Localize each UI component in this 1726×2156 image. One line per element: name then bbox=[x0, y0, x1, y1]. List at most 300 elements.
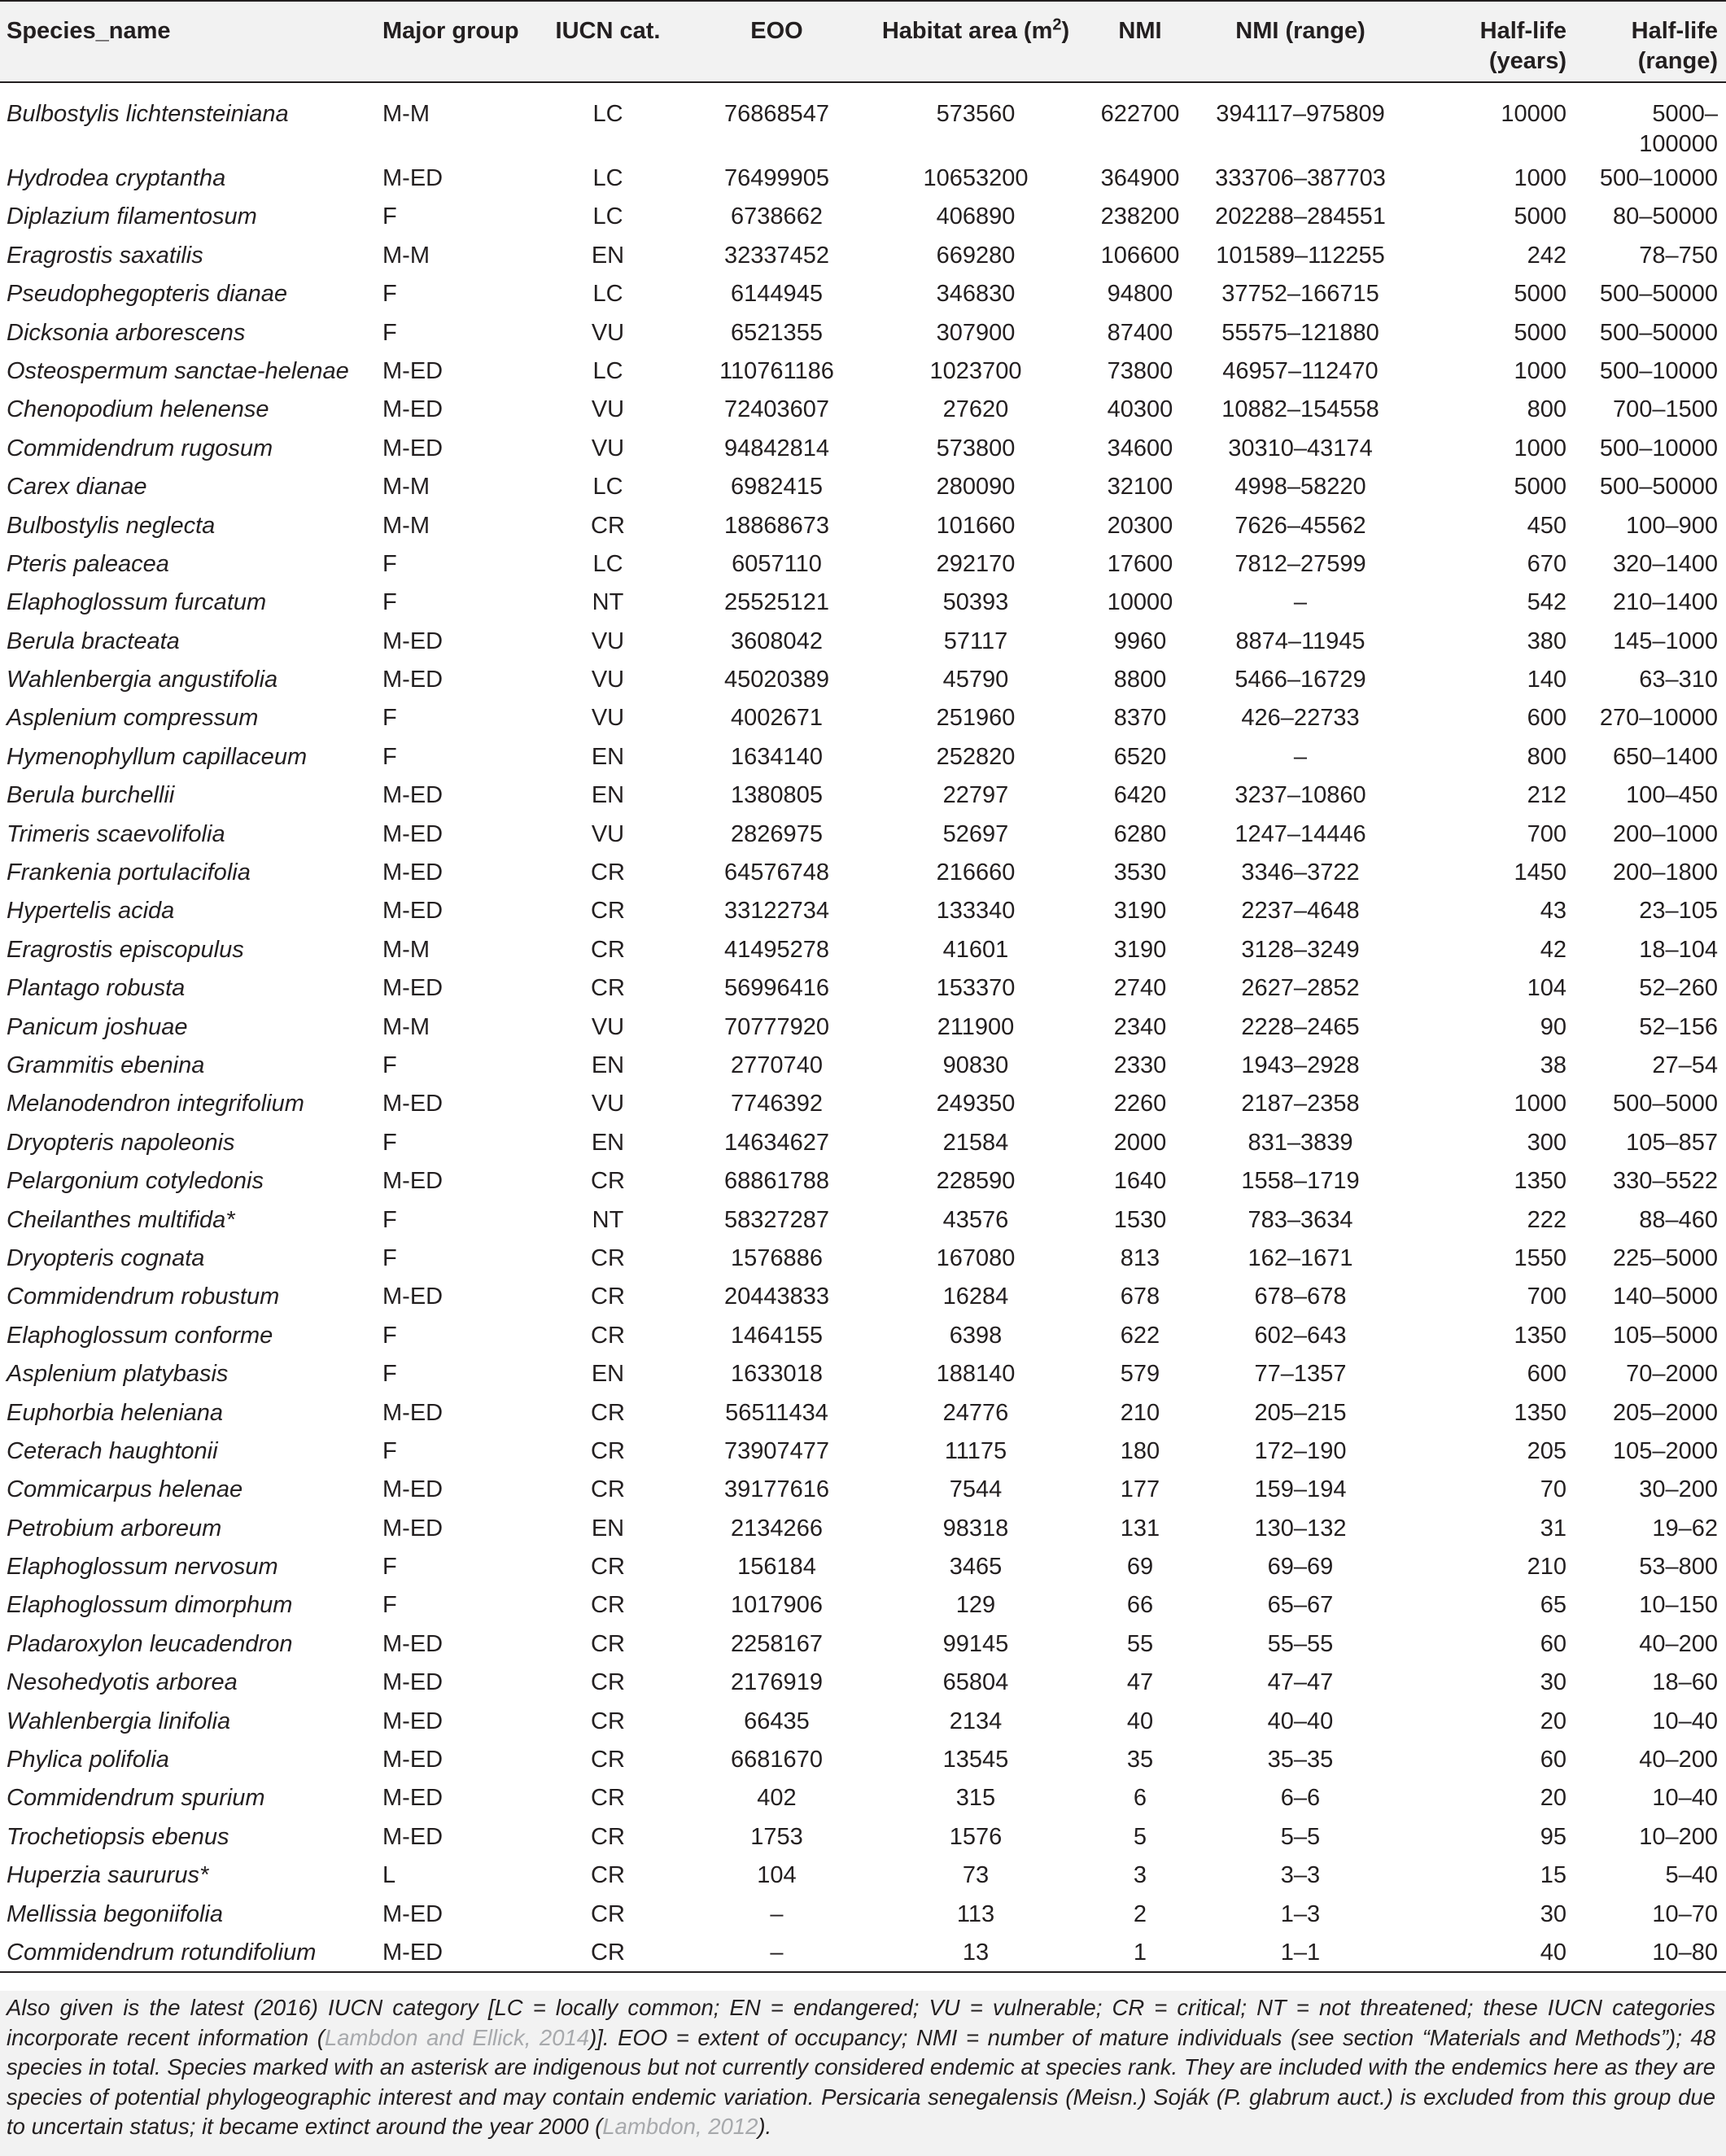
species-name-cell: Dryopteris cognata bbox=[7, 1244, 205, 1271]
half-life-years-cell: 1450 bbox=[1514, 859, 1567, 886]
col-nmi-range: NMI (range) bbox=[1235, 18, 1366, 44]
eoo-cell: 70777920 bbox=[723, 1013, 830, 1040]
species-name-cell: Commidendrum rotundifolium bbox=[7, 1939, 317, 1966]
nmi-cell: 3530 bbox=[1113, 859, 1167, 886]
half-life-range-cell: 80–50000 bbox=[1612, 203, 1718, 230]
nmi-cell: 813 bbox=[1120, 1244, 1160, 1271]
half-life-years-cell: 5000 bbox=[1514, 281, 1567, 308]
species-name-cell: Eragrostis saxatilis bbox=[7, 242, 203, 269]
table-row bbox=[0, 1664, 1726, 1702]
nmi-range-cell: 3237–10860 bbox=[1234, 782, 1366, 809]
half-life-years-cell: 600 bbox=[1527, 1361, 1567, 1388]
half-life-range-cell: 40–200 bbox=[1639, 1747, 1718, 1773]
major-group-cell: F bbox=[382, 705, 397, 732]
nmi-cell: 87400 bbox=[1107, 319, 1173, 346]
half-life-range-cell: 700–1500 bbox=[1612, 396, 1718, 423]
half-life-years-cell: 1000 bbox=[1514, 357, 1567, 384]
habitat-area-cell: 90830 bbox=[942, 1052, 1009, 1078]
major-group-cell: F bbox=[382, 1592, 397, 1619]
nmi-cell: 6520 bbox=[1113, 743, 1167, 770]
eoo-cell: 1464155 bbox=[731, 1322, 823, 1349]
species-name-cell: Wahlenbergia angustifolia bbox=[7, 667, 278, 693]
nmi-cell: 6420 bbox=[1113, 782, 1167, 809]
species-name-cell: Plantago robusta bbox=[7, 975, 186, 1002]
nmi-cell: 131 bbox=[1120, 1515, 1160, 1542]
table-row bbox=[0, 1317, 1726, 1355]
habitat-area-cell: 188140 bbox=[936, 1361, 1016, 1388]
table-row bbox=[0, 507, 1726, 545]
iucn-cat-cell: LC bbox=[592, 357, 623, 384]
eoo-cell: 41495278 bbox=[723, 936, 830, 963]
major-group-cell: M-ED bbox=[382, 782, 444, 809]
nmi-cell: 210 bbox=[1120, 1399, 1160, 1426]
eoo-cell: 32337452 bbox=[723, 242, 830, 269]
major-group-cell: M-ED bbox=[382, 1900, 444, 1927]
half-life-years-cell: 65 bbox=[1540, 1592, 1567, 1619]
nmi-cell: 6 bbox=[1133, 1785, 1147, 1812]
nmi-cell: 94800 bbox=[1107, 281, 1173, 308]
iucn-cat-cell: CR bbox=[591, 859, 625, 886]
table-row bbox=[0, 430, 1726, 468]
iucn-cat-cell: CR bbox=[591, 1399, 625, 1426]
habitat-area-cell: 167080 bbox=[936, 1244, 1016, 1271]
species-name-cell: Grammitis ebenina bbox=[7, 1052, 205, 1078]
habitat-area-cell: 1023700 bbox=[929, 357, 1022, 384]
eoo-cell: 25525121 bbox=[723, 589, 830, 616]
iucn-cat-cell: CR bbox=[591, 975, 625, 1002]
species-name-cell: Chenopodium helenense bbox=[7, 396, 269, 423]
nmi-cell: 2260 bbox=[1113, 1091, 1167, 1117]
habitat-area-cell: 43576 bbox=[942, 1206, 1009, 1233]
half-life-range-cell: 140–5000 bbox=[1612, 1284, 1718, 1310]
eoo-cell: 110761186 bbox=[719, 357, 834, 384]
nmi-range-cell: 2187–2358 bbox=[1241, 1091, 1360, 1117]
species-name-cell: Eragrostis episcopulus bbox=[7, 936, 244, 963]
half-life-range-cell: 500–5000 bbox=[1612, 1091, 1718, 1117]
species-name-cell: Trochetiopsis ebenus bbox=[7, 1823, 229, 1850]
species-name-cell: Commidendrum robustum bbox=[7, 1284, 280, 1310]
half-life-range-cell: 145–1000 bbox=[1612, 628, 1718, 654]
major-group-cell: M-ED bbox=[382, 1939, 444, 1966]
half-life-range-cell: 10–80 bbox=[1652, 1939, 1718, 1966]
iucn-cat-cell: VU bbox=[591, 319, 625, 346]
iucn-cat-cell: CR bbox=[591, 1747, 625, 1773]
iucn-cat-cell: CR bbox=[591, 1284, 625, 1310]
habitat-area-cell: 251960 bbox=[936, 705, 1016, 732]
species-name-cell: Elaphoglossum nervosum bbox=[7, 1554, 278, 1581]
eoo-cell: 33122734 bbox=[723, 898, 830, 925]
eoo-cell: 1576886 bbox=[731, 1244, 823, 1271]
nmi-range-cell: 394117–975809 bbox=[1216, 101, 1385, 127]
nmi-cell: 10000 bbox=[1107, 589, 1173, 616]
half-life-range-cell: 200–1800 bbox=[1612, 859, 1718, 886]
nmi-cell: 2 bbox=[1133, 1900, 1147, 1927]
citation-link[interactable]: Lambdon and Ellick, 2014 bbox=[324, 2024, 590, 2050]
half-life-range-cell: 70–2000 bbox=[1626, 1361, 1718, 1388]
half-life-years-cell: 222 bbox=[1527, 1206, 1567, 1233]
species-name-cell: Panicum joshuae bbox=[7, 1013, 188, 1040]
half-life-years-cell: 104 bbox=[1527, 975, 1567, 1002]
half-life-range-cell: 320–1400 bbox=[1612, 550, 1718, 577]
major-group-cell: M-ED bbox=[382, 820, 444, 847]
habitat-area-cell: 3465 bbox=[949, 1554, 1003, 1581]
major-group-cell: M-M bbox=[382, 101, 430, 127]
habitat-area-cell: 153370 bbox=[936, 975, 1016, 1002]
nmi-cell: 5 bbox=[1133, 1823, 1147, 1850]
species-name-cell: Dryopteris napoleonis bbox=[7, 1129, 235, 1156]
eoo-cell: 156184 bbox=[737, 1554, 816, 1581]
nmi-range-cell: 426–22733 bbox=[1241, 705, 1360, 732]
habitat-area-cell: 52697 bbox=[942, 820, 1009, 847]
half-life-years-cell: 670 bbox=[1527, 550, 1567, 577]
half-life-years-cell: 1000 bbox=[1514, 1091, 1567, 1117]
nmi-cell: 622700 bbox=[1100, 101, 1180, 127]
table-row bbox=[0, 1548, 1726, 1586]
eoo-cell: 39177616 bbox=[723, 1476, 830, 1503]
iucn-cat-cell: CR bbox=[591, 1630, 625, 1657]
half-life-range-cell: 100–900 bbox=[1626, 512, 1718, 539]
half-life-range-cell: 52–260 bbox=[1639, 975, 1718, 1002]
nmi-cell: 6280 bbox=[1113, 820, 1167, 847]
nmi-cell: 238200 bbox=[1100, 203, 1180, 230]
major-group-cell: F bbox=[382, 1206, 397, 1233]
major-group-cell: M-ED bbox=[382, 1669, 444, 1696]
eoo-cell: 6144945 bbox=[731, 281, 823, 308]
table-row bbox=[0, 1818, 1726, 1856]
half-life-years-cell: 1350 bbox=[1514, 1399, 1567, 1426]
table-row bbox=[0, 699, 1726, 737]
eoo-cell: 6982415 bbox=[731, 474, 823, 501]
habitat-area-cell: 57117 bbox=[943, 628, 1008, 654]
table-row bbox=[0, 1741, 1726, 1779]
half-life-years-cell: 1550 bbox=[1514, 1244, 1567, 1271]
habitat-area-cell: 133340 bbox=[936, 898, 1016, 925]
half-life-years-cell: 30 bbox=[1540, 1900, 1567, 1927]
half-life-range-cell: 10–70 bbox=[1652, 1900, 1718, 1927]
nmi-range-cell: 40–40 bbox=[1267, 1708, 1334, 1734]
habitat-area-cell: 13 bbox=[962, 1939, 990, 1966]
eoo-cell: 4002671 bbox=[731, 705, 823, 732]
table-row bbox=[0, 1240, 1726, 1278]
iucn-cat-cell: EN bbox=[591, 1052, 625, 1078]
nmi-range-cell: 55575–121880 bbox=[1221, 319, 1379, 346]
nmi-cell: 40300 bbox=[1107, 396, 1173, 423]
nmi-cell: 47 bbox=[1126, 1669, 1154, 1696]
species-name-cell: Bulbostylis lichtensteiniana bbox=[7, 101, 289, 127]
habitat-area-cell: 315 bbox=[955, 1785, 996, 1812]
iucn-cat-cell: CR bbox=[591, 1244, 625, 1271]
half-life-years-cell: 700 bbox=[1527, 1284, 1567, 1310]
half-life-years-cell: 31 bbox=[1540, 1515, 1567, 1542]
nmi-range-cell: 2228–2465 bbox=[1241, 1013, 1360, 1040]
iucn-cat-cell: LC bbox=[592, 165, 623, 191]
half-life-years-cell: 43 bbox=[1540, 898, 1567, 925]
table-row bbox=[0, 1779, 1726, 1817]
major-group-cell: M-ED bbox=[382, 898, 444, 925]
table-row bbox=[0, 1856, 1726, 1895]
nmi-cell: 1640 bbox=[1113, 1168, 1167, 1195]
table-row bbox=[0, 892, 1726, 930]
nmi-range-cell: 162–1671 bbox=[1248, 1244, 1353, 1271]
nmi-range-cell: 10882–154558 bbox=[1221, 396, 1379, 423]
iucn-cat-cell: CR bbox=[591, 512, 625, 539]
nmi-range-cell: 35–35 bbox=[1267, 1747, 1334, 1773]
table-row bbox=[0, 1047, 1726, 1085]
table-row bbox=[0, 468, 1726, 506]
habitat-area-cell: 99145 bbox=[942, 1630, 1009, 1657]
eoo-cell: 104 bbox=[757, 1862, 797, 1889]
half-life-range-cell: 105–857 bbox=[1626, 1129, 1718, 1156]
nmi-cell: 9960 bbox=[1113, 628, 1167, 654]
table-row bbox=[0, 545, 1726, 584]
half-life-years-cell: 1350 bbox=[1514, 1322, 1567, 1349]
nmi-cell: 180 bbox=[1120, 1437, 1160, 1464]
table-row bbox=[0, 1278, 1726, 1316]
half-life-range-cell: 53–800 bbox=[1639, 1554, 1718, 1581]
eoo-cell: 14634627 bbox=[723, 1129, 830, 1156]
nmi-range-cell: 55–55 bbox=[1267, 1630, 1334, 1657]
species-name-cell: Hydrodea cryptantha bbox=[7, 165, 226, 191]
table-row bbox=[0, 1896, 1726, 1934]
half-life-years-cell: 95 bbox=[1540, 1823, 1567, 1850]
major-group-cell: M-ED bbox=[382, 1708, 444, 1734]
iucn-cat-cell: CR bbox=[591, 1785, 625, 1812]
habitat-area-cell: 73 bbox=[962, 1862, 990, 1889]
half-life-range-cell: 500–10000 bbox=[1599, 165, 1718, 191]
half-life-range-cell: 500–10000 bbox=[1599, 435, 1718, 461]
eoo-cell: 66435 bbox=[744, 1708, 810, 1734]
iucn-cat-cell: CR bbox=[591, 936, 625, 963]
nmi-cell: 8370 bbox=[1113, 705, 1167, 732]
habitat-area-cell: 27620 bbox=[942, 396, 1009, 423]
species-name-cell: Ceterach haughtonii bbox=[7, 1437, 218, 1464]
major-group-cell: F bbox=[382, 550, 397, 577]
table-row bbox=[0, 237, 1726, 275]
iucn-cat-cell: NT bbox=[592, 589, 624, 616]
major-group-cell: M-ED bbox=[382, 1476, 444, 1503]
table-row bbox=[0, 1703, 1726, 1741]
major-group-cell: L bbox=[382, 1862, 396, 1889]
half-life-range-cell: 100–450 bbox=[1626, 782, 1718, 809]
iucn-cat-cell: EN bbox=[591, 242, 625, 269]
nmi-range-cell: – bbox=[1293, 743, 1308, 770]
eoo-cell: 2258167 bbox=[731, 1630, 823, 1657]
nmi-range-cell: 3128–3249 bbox=[1241, 936, 1360, 963]
habitat-area-cell: 252820 bbox=[936, 743, 1016, 770]
habitat-area-cell: 16284 bbox=[942, 1284, 1009, 1310]
nmi-cell: 35 bbox=[1126, 1747, 1154, 1773]
species-name-cell: Elaphoglossum conforme bbox=[7, 1322, 273, 1349]
eoo-cell: 94842814 bbox=[723, 435, 830, 461]
eoo-cell: 56511434 bbox=[725, 1399, 828, 1426]
table-row bbox=[0, 738, 1726, 776]
citation-link[interactable]: Lambdon, 2012 bbox=[602, 2114, 758, 2139]
half-life-range-cell: 19–62 bbox=[1652, 1515, 1718, 1542]
major-group-cell: M-ED bbox=[382, 1284, 444, 1310]
nmi-range-cell: 159–194 bbox=[1254, 1476, 1347, 1503]
eoo-cell: 402 bbox=[757, 1785, 797, 1812]
species-name-cell: Commicarpus helenae bbox=[7, 1476, 243, 1503]
half-life-years-cell: 1350 bbox=[1514, 1168, 1567, 1195]
nmi-range-cell: 4998–58220 bbox=[1234, 474, 1366, 501]
half-life-years-cell: 90 bbox=[1540, 1013, 1567, 1040]
half-life-years-cell: 800 bbox=[1527, 396, 1567, 423]
table-row bbox=[0, 969, 1726, 1008]
half-life-range-cell: 500–10000 bbox=[1599, 357, 1718, 384]
half-life-years-cell: 15 bbox=[1540, 1862, 1567, 1889]
half-life-range-cell: 10–150 bbox=[1639, 1592, 1718, 1619]
iucn-cat-cell: LC bbox=[592, 281, 623, 308]
nmi-range-cell: 101589–112255 bbox=[1216, 242, 1385, 269]
nmi-cell: 40 bbox=[1126, 1708, 1154, 1734]
eoo-cell: 73907477 bbox=[723, 1437, 830, 1464]
iucn-cat-cell: CR bbox=[591, 1322, 625, 1349]
half-life-years-cell: 800 bbox=[1527, 743, 1567, 770]
species-name-cell: Phylica polifolia bbox=[7, 1747, 169, 1773]
half-life-years-cell: 42 bbox=[1540, 936, 1567, 963]
habitat-area-cell: 406890 bbox=[936, 203, 1016, 230]
species-name-cell: Diplazium filamentosum bbox=[7, 203, 257, 230]
major-group-cell: M-ED bbox=[382, 1168, 444, 1195]
nmi-range-cell: 77–1357 bbox=[1254, 1361, 1347, 1388]
eoo-cell: 18868673 bbox=[723, 512, 830, 539]
eoo-cell: 2176919 bbox=[731, 1669, 823, 1696]
major-group-cell: M-M bbox=[382, 474, 430, 501]
col-half-life-range: Half-life (range) bbox=[1631, 18, 1718, 74]
eoo-cell: 2826975 bbox=[731, 820, 823, 847]
half-life-years-cell: 5000 bbox=[1514, 474, 1567, 501]
nmi-range-cell: 1558–1719 bbox=[1241, 1168, 1360, 1195]
nmi-cell: 364900 bbox=[1100, 165, 1180, 191]
major-group-cell: M-ED bbox=[382, 975, 444, 1002]
iucn-cat-cell: LC bbox=[592, 203, 623, 230]
half-life-years-cell: 20 bbox=[1540, 1708, 1567, 1734]
col-nmi: NMI bbox=[1118, 18, 1162, 44]
iucn-cat-cell: CR bbox=[591, 1862, 625, 1889]
nmi-range-cell: 1–1 bbox=[1280, 1939, 1321, 1966]
table-row bbox=[0, 931, 1726, 969]
table-row bbox=[0, 1432, 1726, 1471]
half-life-years-cell: 40 bbox=[1540, 1939, 1567, 1966]
half-life-years-cell: 140 bbox=[1527, 667, 1567, 693]
species-name-cell: Commidendrum spurium bbox=[7, 1785, 265, 1812]
species-name-cell: Pelargonium cotyledonis bbox=[7, 1168, 264, 1195]
nmi-range-cell: 783–3634 bbox=[1248, 1206, 1353, 1233]
nmi-range-cell: 69–69 bbox=[1267, 1554, 1334, 1581]
major-group-cell: F bbox=[382, 1129, 397, 1156]
table-row bbox=[0, 1008, 1726, 1047]
nmi-cell: 3 bbox=[1133, 1862, 1147, 1889]
major-group-cell: F bbox=[382, 319, 397, 346]
table-row bbox=[0, 584, 1726, 622]
iucn-cat-cell: VU bbox=[591, 705, 625, 732]
iucn-cat-cell: CR bbox=[591, 1476, 625, 1503]
iucn-cat-cell: CR bbox=[591, 898, 625, 925]
iucn-cat-cell: LC bbox=[592, 101, 623, 127]
major-group-cell: F bbox=[382, 281, 397, 308]
iucn-cat-cell: CR bbox=[591, 1592, 625, 1619]
species-name-cell: Mellissia begoniifolia bbox=[7, 1900, 223, 1927]
major-group-cell: M-M bbox=[382, 936, 430, 963]
iucn-cat-cell: CR bbox=[591, 1900, 625, 1927]
species-name-cell: Cheilanthes multifida* bbox=[7, 1206, 235, 1233]
species-name-cell: Bulbostylis neglecta bbox=[7, 512, 216, 539]
iucn-cat-cell: VU bbox=[591, 1091, 625, 1117]
iucn-cat-cell: EN bbox=[591, 1129, 625, 1156]
species-name-cell: Carex dianae bbox=[7, 474, 147, 501]
eoo-cell: 1017906 bbox=[731, 1592, 823, 1619]
half-life-years-cell: 700 bbox=[1527, 820, 1567, 847]
eoo-cell: 76868547 bbox=[723, 101, 830, 127]
table-row bbox=[0, 1124, 1726, 1162]
eoo-cell: 64576748 bbox=[723, 859, 830, 886]
nmi-range-cell: 602–643 bbox=[1254, 1322, 1347, 1349]
habitat-area-cell: 7544 bbox=[949, 1476, 1003, 1503]
nmi-cell: 2330 bbox=[1113, 1052, 1167, 1078]
col-iucn-cat: IUCN cat. bbox=[555, 18, 661, 44]
eoo-cell: 1753 bbox=[750, 1823, 803, 1850]
eoo-cell: 58327287 bbox=[723, 1206, 830, 1233]
table-row bbox=[0, 1201, 1726, 1240]
habitat-area-cell: 669280 bbox=[936, 242, 1016, 269]
species-name-cell: Huperzia saururus* bbox=[7, 1862, 209, 1889]
table-row bbox=[0, 1085, 1726, 1123]
species-name-cell: Asplenium platybasis bbox=[7, 1361, 229, 1388]
half-life-range-cell: 78–750 bbox=[1639, 242, 1718, 269]
half-life-range-cell: 5000– 100000 bbox=[1639, 101, 1718, 157]
nmi-range-cell: 2627–2852 bbox=[1241, 975, 1360, 1002]
nmi-range-cell: 5466–16729 bbox=[1234, 667, 1366, 693]
table-header bbox=[0, 1, 1726, 82]
table-row bbox=[0, 816, 1726, 854]
nmi-cell: 66 bbox=[1126, 1592, 1154, 1619]
nmi-range-cell: 65–67 bbox=[1267, 1592, 1334, 1619]
iucn-cat-cell: EN bbox=[591, 782, 625, 809]
major-group-cell: M-ED bbox=[382, 1515, 444, 1542]
half-life-range-cell: 27–54 bbox=[1652, 1052, 1718, 1078]
half-life-range-cell: 225–5000 bbox=[1612, 1244, 1718, 1271]
habitat-area-cell: 216660 bbox=[936, 859, 1016, 886]
major-group-cell: M-ED bbox=[382, 859, 444, 886]
major-group-cell: M-ED bbox=[382, 1399, 444, 1426]
iucn-cat-cell: VU bbox=[591, 628, 625, 654]
half-life-range-cell: 650–1400 bbox=[1612, 743, 1718, 770]
nmi-cell: 3190 bbox=[1113, 936, 1167, 963]
nmi-range-cell: 333706–387703 bbox=[1215, 165, 1386, 191]
iucn-cat-cell: EN bbox=[591, 1361, 625, 1388]
eoo-cell: 1634140 bbox=[731, 743, 823, 770]
half-life-years-cell: 210 bbox=[1527, 1554, 1567, 1581]
half-life-years-cell: 1000 bbox=[1514, 435, 1567, 461]
major-group-cell: F bbox=[382, 1554, 397, 1581]
table-row bbox=[0, 1394, 1726, 1432]
major-group-cell: M-ED bbox=[382, 435, 444, 461]
habitat-area-cell: 113 bbox=[956, 1900, 995, 1927]
habitat-area-cell: 98318 bbox=[942, 1515, 1009, 1542]
habitat-area-cell: 228590 bbox=[936, 1168, 1016, 1195]
species-name-cell: Hypertelis acida bbox=[7, 898, 175, 925]
half-life-years-cell: 10000 bbox=[1501, 101, 1567, 127]
half-life-years-cell: 242 bbox=[1527, 242, 1567, 269]
species-name-cell: Commidendrum rugosum bbox=[7, 435, 273, 461]
species-name-cell: Nesohedyotis arborea bbox=[7, 1669, 238, 1696]
eoo-cell: – bbox=[770, 1900, 784, 1927]
half-life-years-cell: 1000 bbox=[1514, 165, 1567, 191]
habitat-area-cell: 129 bbox=[955, 1592, 996, 1619]
nmi-cell: 2740 bbox=[1113, 975, 1167, 1002]
half-life-years-cell: 450 bbox=[1527, 512, 1567, 539]
species-name-cell: Berula burchellii bbox=[7, 782, 175, 809]
